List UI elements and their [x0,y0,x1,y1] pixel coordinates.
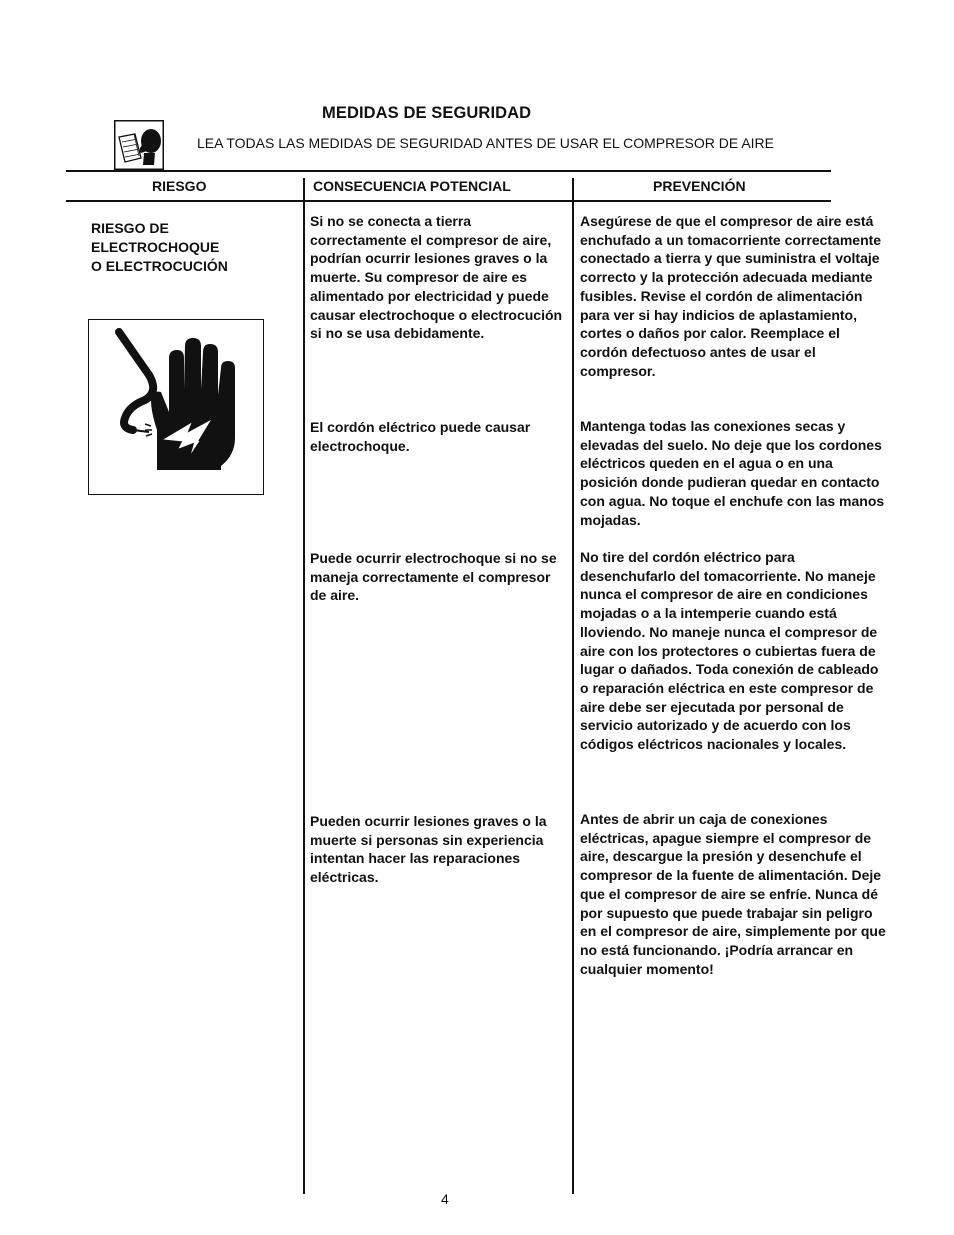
prevention-row-2: Mantenga todas las conexiones secas y elevadas del suelo. No deje que los cordones eléctricos queden en el agua o en una posición donde pudieran quedar en contacto con agua. No toque el enchufe con las manos mojadas. [580,418,885,528]
page-title: MEDIDAS DE SEGURIDAD [322,104,532,122]
page-subtitle: LEA TODAS LAS MEDIDAS DE SEGURIDAD ANTES DE USAR EL COMPRESOR DE AIRE [197,135,775,151]
column-divider-2 [572,178,574,1194]
prevention-row-4: Antes de abrir un caja de conexiones eléctricas, apague siempre el compresor de aire, descargue la presión y desenchufe el compresor de la fuente de alimentación. Deje que el compresor de aire se enfríe. Nunca dé por supuesto que puede trabajar sin peligro en el compresor de aire, simplemente por que no está funcionando. ¡Podría arrancar en cualquier momento! [580,811,886,977]
electric-shock-hand-icon [88,319,264,495]
prevention-row-1: Asegúrese de que el compresor de aire está enchufado a un tomacorriente correctamente conectado a tierra y que suministra el voltaje correcto y la protección adecuada mediante fusibles. Revise el cordón de alimentación para ver si hay indicios de aplastamiento, cortes o daños por calor. Reemplace el cordón defectuoso antes de usar el compresor. [580,213,882,379]
column-header-consecuencia: CONSECUENCIA POTENCIAL [313,178,511,194]
header-top-rule [66,170,831,172]
hazard-label: RIESGO DE ELECTROCHOQUE O ELECTROCUCIÓN [91,220,228,274]
consequence-row-3: Puede ocurrir electrochoque si no se maneja correctamente el compresor de aire. [310,550,557,604]
consequence-row-1: Si no se conecta a tierra correctamente el compresor de aire, podrían ocurrir lesiones graves o la muerte. Su compresor de aire es alimentado por electricidad y puede causar electrochoque o electrocución si no se usa debidamente. [310,213,563,342]
read-manual-icon [114,120,164,170]
page-number: 4 [441,1191,449,1207]
consequence-row-2: El cordón eléctrico puede causar electrochoque. [310,419,531,454]
column-header-prevencion: PREVENCIÓN [653,178,746,194]
prevention-row-3: No tire del cordón eléctrico para desenchufarlo del tomacorriente. No maneje nunca el compresor de aire en condiciones mojadas o a la intemperie cuando está lloviendo. No maneje nunca el compresor de aire con los protectores o cubiertas fuera de lugar o dañados. Toda conexión de cableado o reparación eléctrica en este compresor de aire debe ser ejecutada por personal de servicio autorizado y de acuerdo con los códigos eléctricos nacionales y locales. [580,549,879,753]
consequence-row-4: Pueden ocurrir lesiones graves o la muerte si personas sin experiencia intentan hacer las reparaciones eléctricas. [310,813,547,886]
header-bottom-rule [66,200,831,202]
column-divider-1 [303,178,305,1194]
column-header-riesgo: RIESGO [152,178,207,194]
